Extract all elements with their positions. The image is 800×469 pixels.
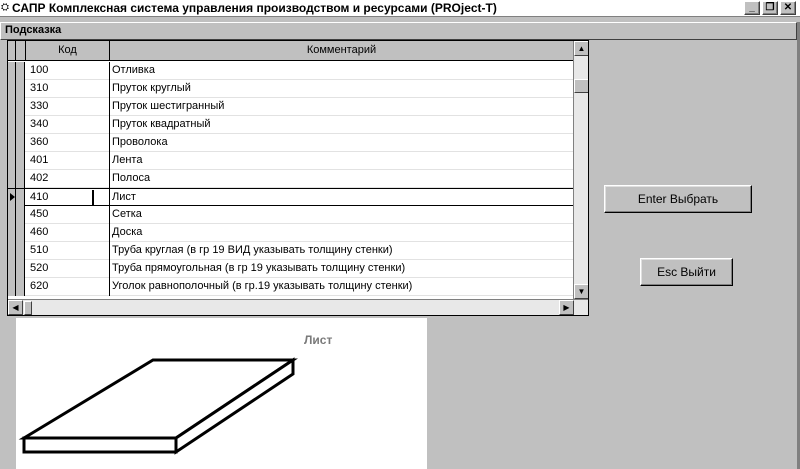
column-header-code[interactable]: Код [26, 41, 110, 60]
row-indicator[interactable] [8, 80, 25, 98]
table-row[interactable] [8, 170, 573, 188]
horizontal-scroll-thumb[interactable] [24, 301, 32, 315]
header-indicator-cell-2 [16, 41, 26, 60]
row-indicator[interactable] [8, 260, 25, 278]
comment-value: Пруток шестигранный [112, 100, 225, 112]
select-button[interactable]: Enter Выбрать [604, 185, 752, 213]
hint-label: Подсказка [5, 24, 62, 36]
comment-value: Сетка [112, 208, 142, 220]
comment-value: Лист [112, 191, 136, 203]
comment-value: Проволока [112, 136, 168, 148]
vertical-scrollbar[interactable] [573, 41, 588, 299]
app-icon[interactable]: ⛭ [1, 2, 9, 13]
grid-header [8, 41, 573, 61]
preview-title: Лист [304, 333, 333, 347]
shape-preview-panel [16, 318, 427, 469]
minimize-button[interactable]: _ [744, 1, 760, 15]
row-indicator[interactable] [8, 206, 25, 224]
row-indicator[interactable] [8, 134, 25, 152]
horizontal-scrollbar[interactable] [8, 299, 588, 316]
grid-rows [8, 62, 573, 298]
comment-value: Труба прямоугольная (в гр 19 указывать толщину стенки) [112, 262, 406, 274]
code-value: 410 [30, 191, 49, 203]
comment-value: Уголок равнополочный (в гр.19 указывать толщину стенки) [112, 280, 413, 292]
row-indicator[interactable] [8, 152, 25, 170]
restore-button[interactable]: ❐ [762, 1, 778, 15]
scroll-down-button[interactable]: ▼ [574, 284, 589, 299]
row-indicator[interactable] [8, 98, 25, 116]
sheet-shape-drawing [16, 318, 427, 469]
table-row[interactable] [8, 116, 573, 134]
window-title: САПР Комплексная система управления производством и ресурсами (PROject-T) [12, 1, 497, 15]
table-row[interactable] [8, 278, 573, 296]
comment-value: Лента [112, 154, 143, 166]
row-indicator[interactable] [8, 116, 25, 134]
row-indicator[interactable] [8, 242, 25, 260]
header-indicator-cell [8, 41, 16, 60]
row-indicator[interactable] [8, 170, 25, 188]
close-button[interactable]: ✕ [780, 1, 796, 15]
comment-value: Труба круглая (в гр 19 ВИД указывать толщину стенки) [112, 244, 393, 256]
table-row[interactable] [8, 188, 573, 206]
column-header-comment[interactable]: Комментарий [306, 44, 377, 56]
row-indicator[interactable] [8, 189, 25, 207]
comment-value: Доска [112, 226, 143, 238]
code-value: 520 [30, 262, 49, 274]
current-row-arrow-icon [10, 193, 15, 201]
scroll-up-button[interactable]: ▲ [574, 41, 589, 56]
code-value: 620 [30, 280, 49, 292]
table-row[interactable] [8, 224, 573, 242]
scroll-thumb[interactable] [574, 79, 589, 93]
row-indicator[interactable] [8, 62, 25, 80]
code-value: 340 [30, 118, 49, 130]
row-indicator[interactable] [8, 224, 25, 242]
comment-value: Пруток квадратный [112, 118, 211, 130]
exit-button[interactable]: Esc Выйти [640, 258, 733, 286]
hint-bar [0, 22, 797, 40]
table-row[interactable] [8, 152, 573, 170]
scroll-right-button[interactable]: ▶ [559, 300, 574, 315]
table-row[interactable] [8, 62, 573, 80]
row-indicator[interactable] [8, 278, 25, 296]
comment-value: Полоса [112, 172, 151, 184]
code-value: 330 [30, 100, 49, 112]
title-bar [0, 0, 800, 17]
code-value: 360 [30, 136, 49, 148]
material-grid[interactable] [7, 40, 589, 316]
code-value: 510 [30, 244, 49, 256]
code-value: 100 [30, 64, 49, 76]
table-row[interactable] [8, 242, 573, 260]
table-row[interactable] [8, 80, 573, 98]
code-value: 310 [30, 82, 49, 94]
sheet-front-face [24, 438, 176, 452]
table-row[interactable] [8, 206, 573, 224]
table-row[interactable] [8, 260, 573, 278]
scroll-left-button[interactable]: ◀ [8, 300, 23, 315]
text-cursor [92, 190, 94, 206]
code-value: 460 [30, 226, 49, 238]
code-value: 450 [30, 208, 49, 220]
table-row[interactable] [8, 98, 573, 116]
table-row[interactable] [8, 134, 573, 152]
comment-value: Пруток круглый [112, 82, 191, 94]
code-value: 401 [30, 154, 49, 166]
comment-value: Отливка [112, 64, 155, 76]
code-value: 402 [30, 172, 49, 184]
